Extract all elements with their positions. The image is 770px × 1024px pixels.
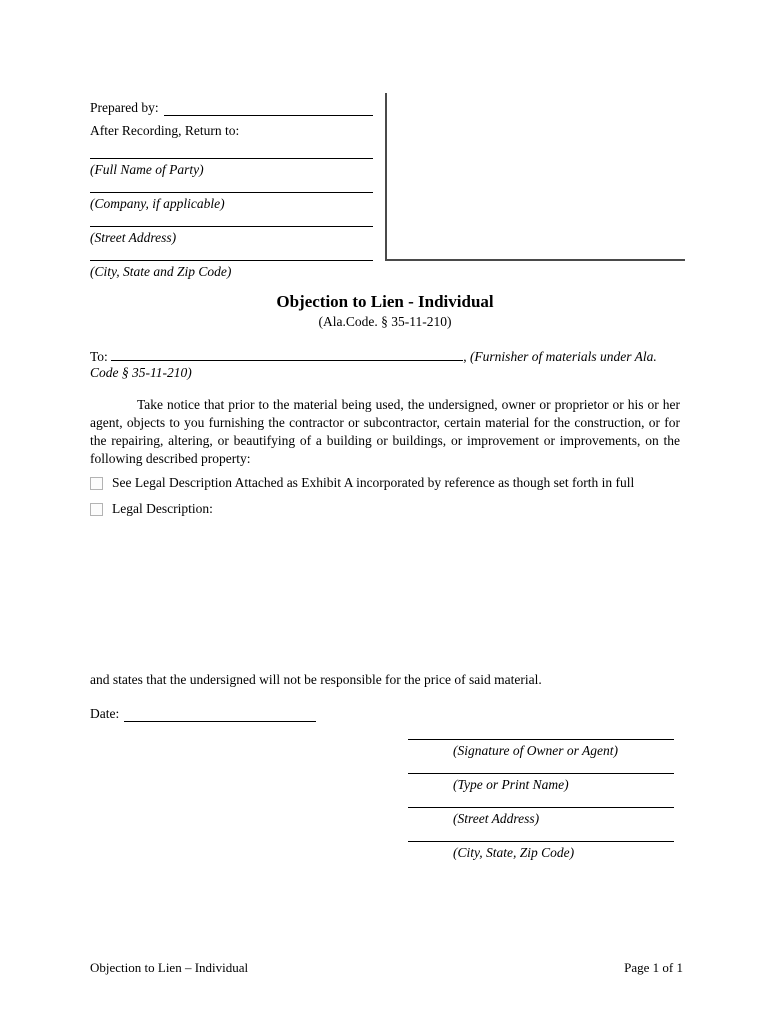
print-name-line[interactable] <box>408 760 674 774</box>
return-to-label: After Recording, Return to: <box>90 123 240 138</box>
page-title: Objection to Lien - Individual <box>276 292 494 311</box>
statute-citation: (Ala.Code. § 35-11-210) <box>318 314 452 329</box>
signer-city-label: (City, State, Zip Code) <box>453 845 575 860</box>
signer-city-line[interactable] <box>408 828 674 842</box>
prepared-by-line[interactable] <box>164 102 373 116</box>
prepared-by-label: Prepared by: <box>90 100 159 115</box>
exhibit-a-row <box>90 474 690 492</box>
return-address-block <box>90 100 373 279</box>
city-state-zip-label: (City, State and Zip Code) <box>90 264 232 279</box>
to-fill-line[interactable] <box>111 348 463 361</box>
company-line[interactable] <box>90 177 373 193</box>
closing-statement: and states that the undersigned will not be responsible for the price of said material. <box>90 672 542 687</box>
legal-description-checkbox[interactable] <box>90 503 103 516</box>
company-label: (Company, if applicable) <box>90 196 225 211</box>
date-line[interactable] <box>124 708 316 722</box>
signature-block <box>408 726 674 862</box>
full-name-label: (Full Name of Party) <box>90 162 204 177</box>
footer-document-name: Objection to Lien – Individual <box>90 960 249 975</box>
exhibit-a-label: See Legal Description Attached as Exhibit A incorporated by reference as though set forth in full <box>112 475 635 490</box>
city-state-zip-line[interactable] <box>90 245 373 261</box>
legal-description-label: Legal Description: <box>112 501 213 516</box>
print-name-label: (Type or Print Name) <box>453 777 569 792</box>
furnisher-note: (Furnisher of materials under Ala. Code § 35-11-210) <box>90 349 657 380</box>
date-row <box>90 706 316 722</box>
to-label: To: <box>90 349 108 364</box>
street-address-label: (Street Address) <box>90 230 177 245</box>
date-label: Date: <box>90 706 120 721</box>
signer-street-line[interactable] <box>408 794 674 808</box>
signer-street-label: (Street Address) <box>453 811 540 826</box>
to-separator: , <box>463 349 467 364</box>
exhibit-a-checkbox[interactable] <box>90 477 103 490</box>
recording-stamp-box <box>385 93 685 261</box>
full-name-line[interactable] <box>90 143 373 159</box>
legal-description-row <box>90 500 690 518</box>
signature-label: (Signature of Owner or Agent) <box>453 743 618 758</box>
notice-paragraph: Take notice that prior to the material being used, the undersigned, owner or proprietor or his or her agent, objects to you furnishing the contractor or subcontractor, certain material for the construction, or for the repairing, altering, or beautifying of a building or buildings, or improvement or improvements, on the following described property: <box>90 397 680 466</box>
street-address-line[interactable] <box>90 211 373 227</box>
page-footer <box>90 960 683 976</box>
footer-page-number: Page 1 of 1 <box>624 960 683 975</box>
to-section <box>90 348 685 381</box>
signature-line[interactable] <box>408 726 674 740</box>
